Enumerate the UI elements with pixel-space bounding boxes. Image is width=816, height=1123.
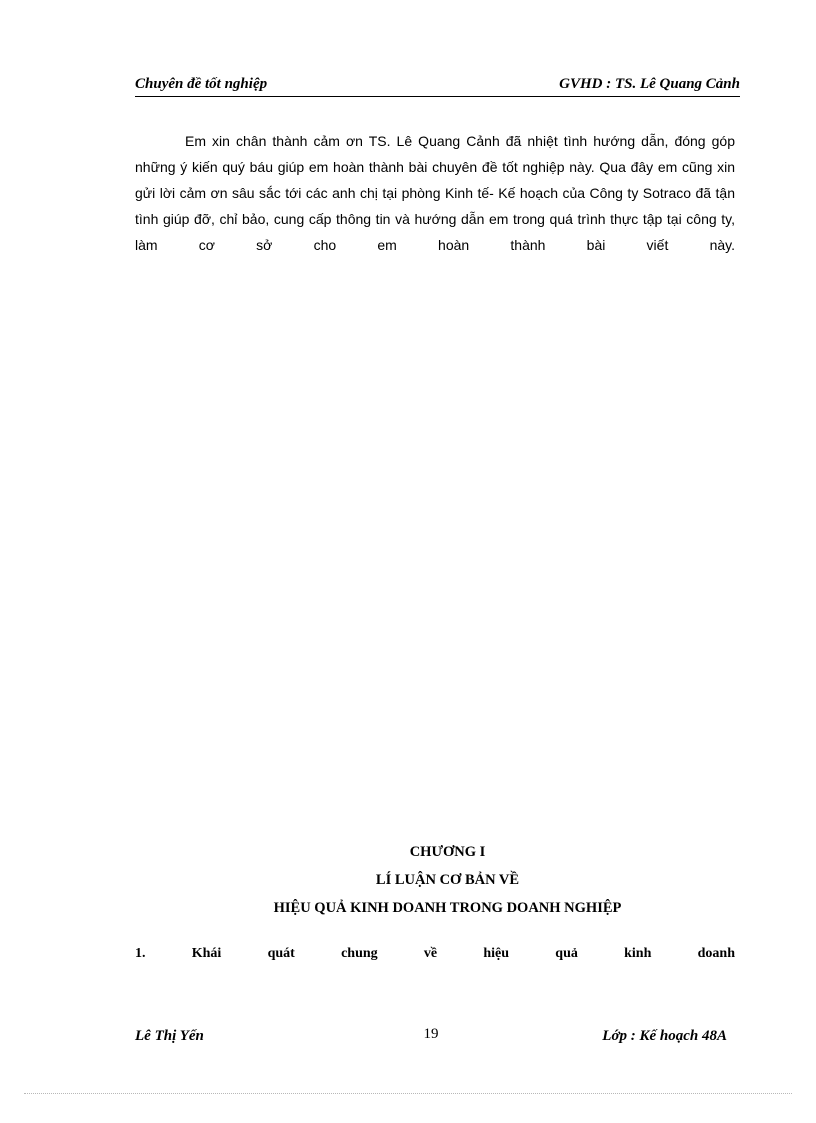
page-number: 19 bbox=[423, 1026, 439, 1042]
page-footer bbox=[135, 1026, 727, 1048]
chapter-title-line-2: HIỆU QUẢ KINH DOANH TRONG DOANH NGHIỆP bbox=[273, 900, 622, 916]
chapter-number: CHƯƠNG I bbox=[409, 844, 486, 860]
footer-class: Lớp : Kế hoạch 48A bbox=[602, 1028, 727, 1044]
page-bottom-edge bbox=[24, 1093, 792, 1094]
section-heading: 1. Khái quát chung về hiệu quả kinh doanh bbox=[135, 946, 735, 961]
chapter-heading bbox=[135, 838, 760, 922]
header-document-type: Chuyên đề tốt nghiệp bbox=[135, 76, 268, 92]
footer-author: Lê Thị Yến bbox=[135, 1028, 204, 1044]
page-header bbox=[135, 74, 740, 97]
acknowledgement-paragraph: Em xin chân thành cảm ơn TS. Lê Quang Cảnh đã nhiệt tình hướng dẫn, đóng góp những ý kiến quý báu giúp em hoàn thành bài chuyên đề tốt nghiệp này. Qua đây em cũng xin gửi lời cảm ơn sâu sắc tới các anh chị tại phòng Kinh tế- Kế hoạch của Công ty Sotraco đã tận tình giúp đỡ, chỉ bảo, cung cấp thông tin và hướng dẫn em trong quá trình thực tập tại công ty, làm cơ sở cho em hoàn thành bài viết này. bbox=[135, 133, 735, 253]
header-supervisor: GVHD : TS. Lê Quang Cảnh bbox=[559, 76, 740, 92]
chapter-title-line-1: LÍ LUẬN CƠ BẢN VỀ bbox=[375, 872, 520, 888]
